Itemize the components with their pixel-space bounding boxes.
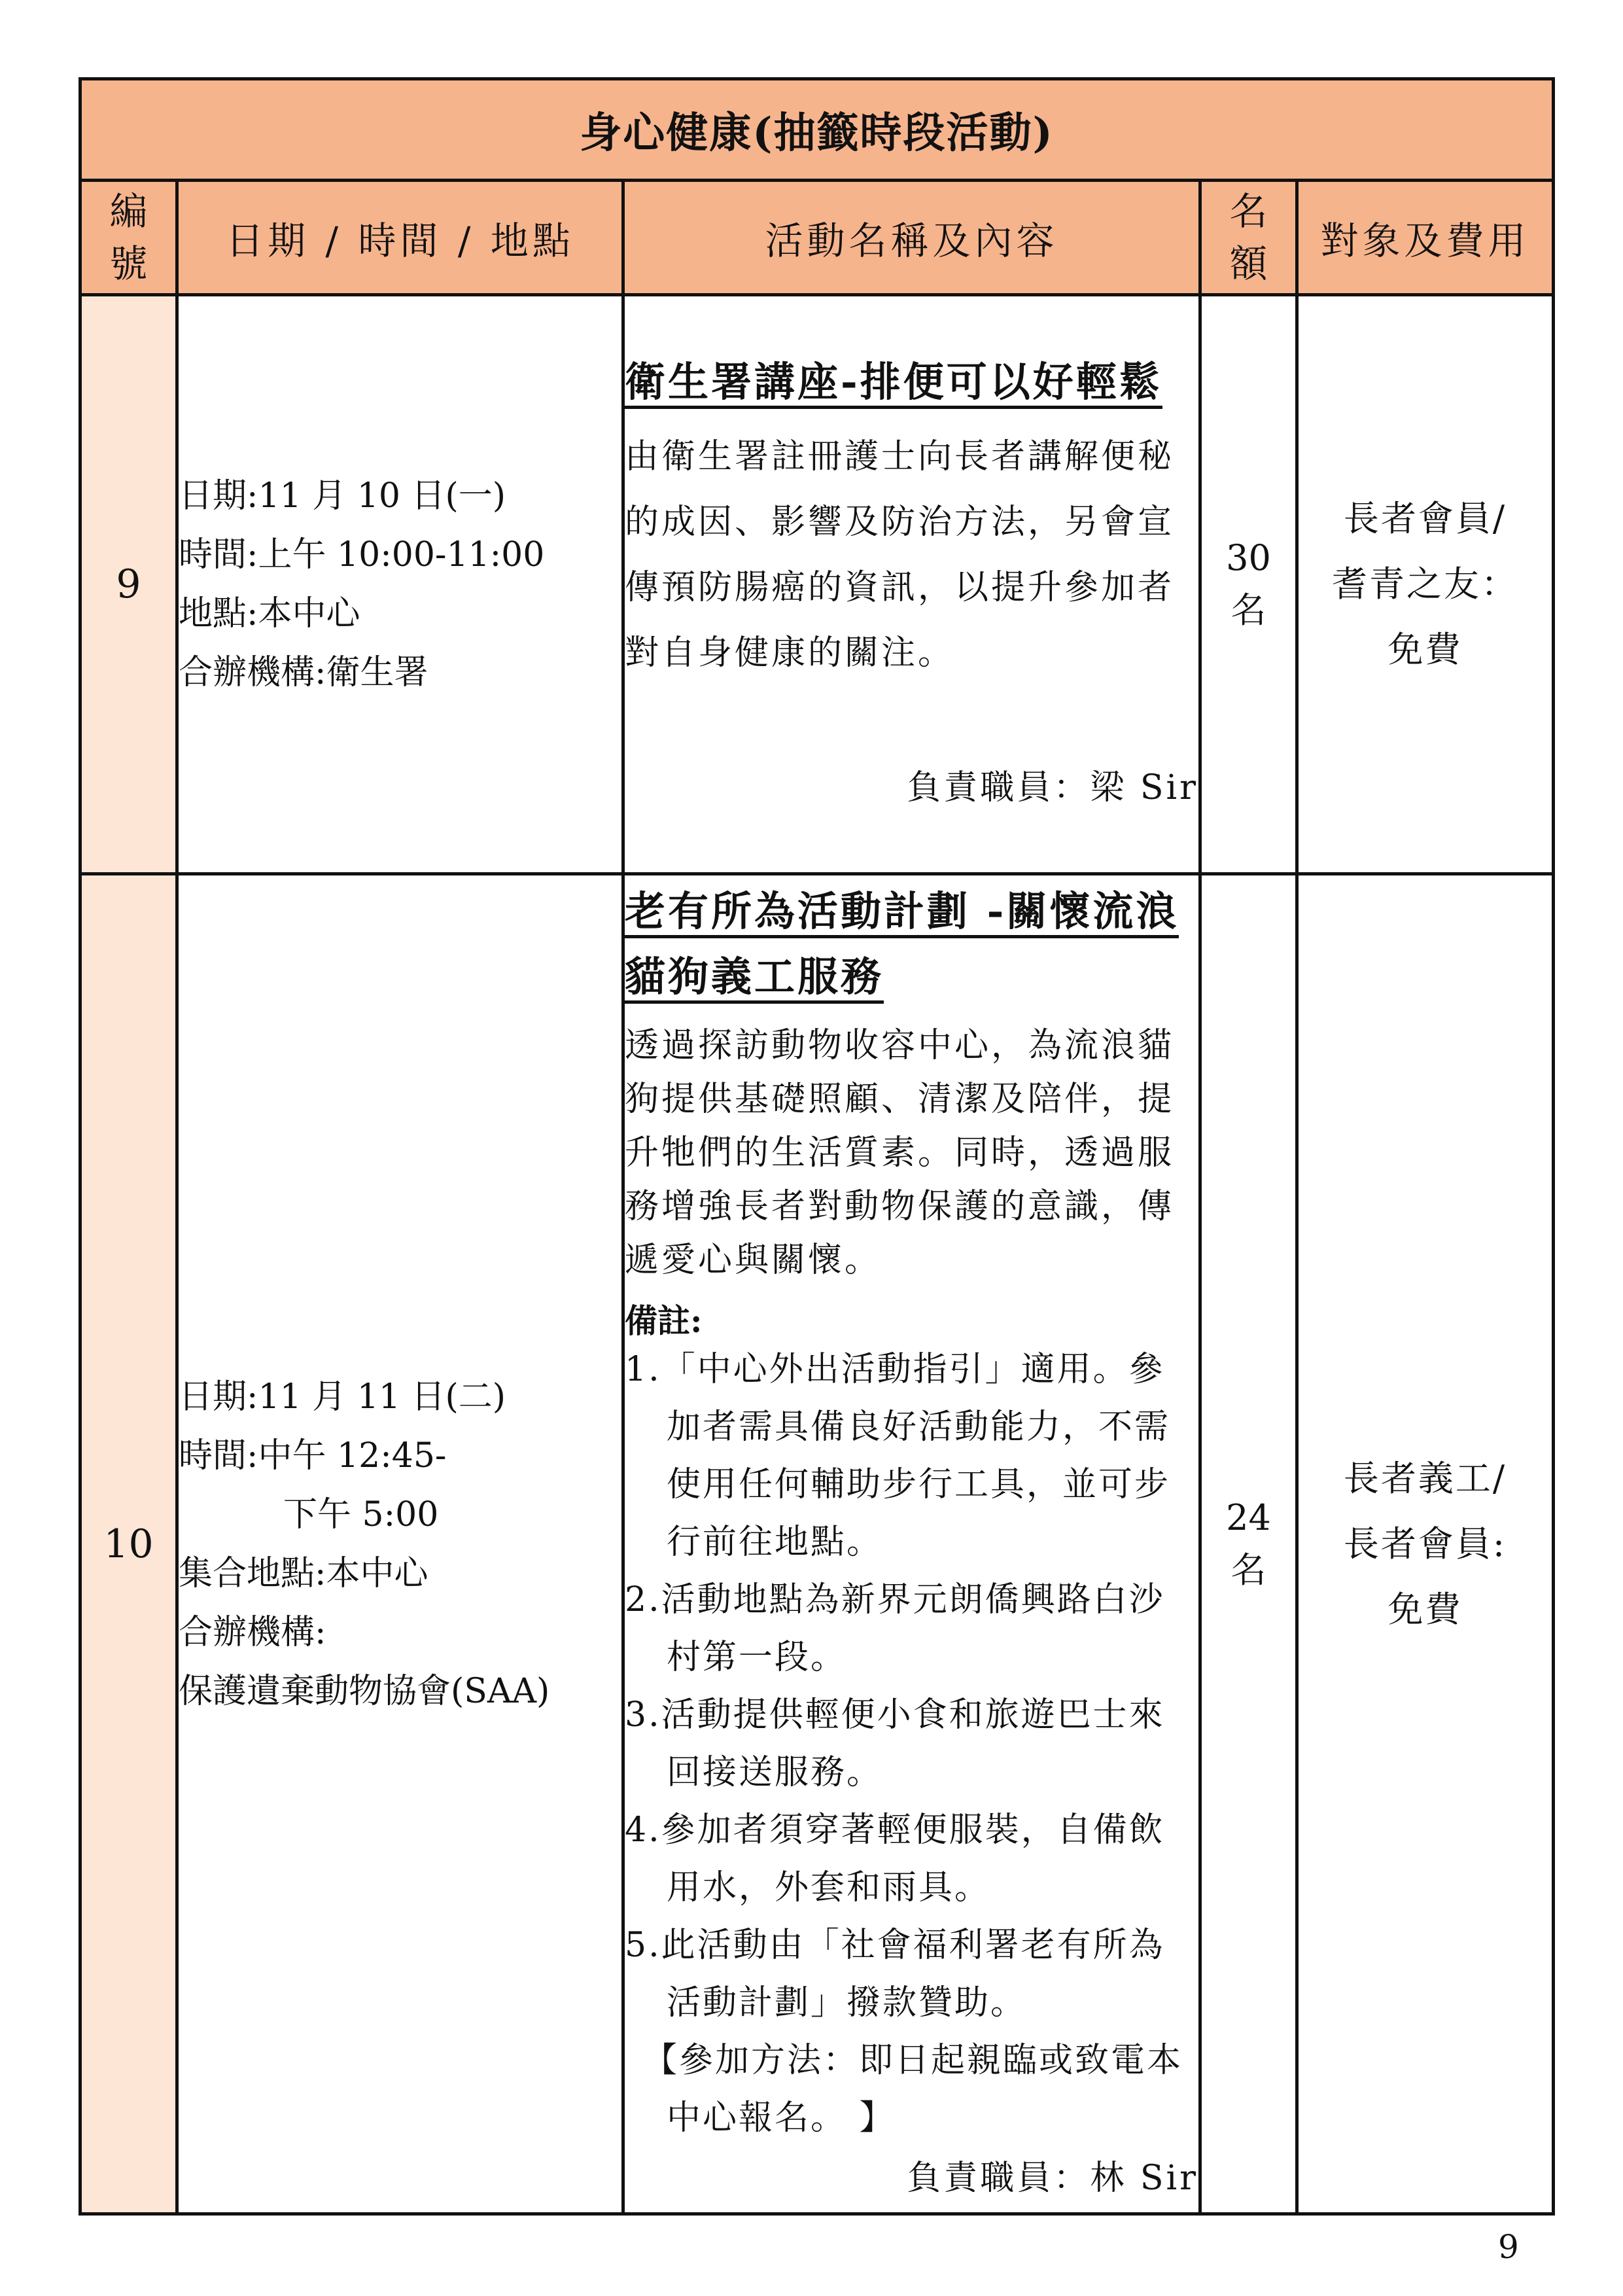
activity-description: 透過探訪動物收容中心，為流浪貓狗提供基礎照顧、清潔及陪伴，提升牠們的生活質素。同時，透過服務增強長者對動物保護的意識，傳遞愛心與關懷。 (625, 1025, 1175, 1280)
header-datetime: 日期 / 時間 / 地點 (177, 181, 623, 295)
staff-in-charge: 負責職員：林 Sir (907, 2158, 1198, 2198)
header-target: 對象及費用 (1297, 181, 1554, 295)
row-target: 長者會員/ 耆青之友： 免費 (1297, 295, 1554, 874)
activity-title: 衛生署講座-排便可以好輕鬆 (625, 358, 1162, 409)
row-activity (623, 874, 1200, 2214)
activity-table (79, 77, 1555, 2216)
staff-in-charge: 負責職員：梁 Sir (907, 768, 1198, 807)
row-datetime: 日期:11 月 10 日(一) 時間:上午 10:00-11:00 地點:本中心 合辦機構:衛生署 (177, 295, 623, 874)
list-item: 4.參加者須穿著輕便服裝，自備飲用水，外套和雨具。 (625, 1810, 1165, 1907)
remarks-label: 備註: (625, 1301, 703, 1340)
header-number: 編 號 (80, 181, 177, 295)
table-row (80, 874, 1554, 2214)
header-quota: 名 額 (1200, 181, 1297, 295)
row-quota: 24 名 (1200, 874, 1297, 2214)
row-activity (623, 295, 1200, 874)
activity-title: 老有所為活動計劃 -關懷流浪貓狗義工服務 (625, 887, 1179, 1004)
remarks-list (625, 1341, 1198, 2032)
header-row (80, 181, 1554, 295)
list-item: 2.活動地點為新界元朗僑興路白沙村第一段。 (625, 1580, 1165, 1677)
join-method: 【參加方法：即日起親臨或致電本中心報名。 】 (643, 2040, 1183, 2138)
list-item: 3.活動提供輕便小食和旅遊巴士來回接送服務。 (625, 1695, 1165, 1792)
row-target: 長者義工/ 長者會員: 免費 (1297, 874, 1554, 2214)
header-activity: 活動名稱及內容 (623, 181, 1200, 295)
table-row (80, 295, 1554, 874)
row-number: 10 (80, 874, 177, 2214)
section-title: 身心健康(抽籤時段活動) (80, 79, 1554, 181)
page-number: 9 (1498, 2228, 1519, 2266)
row-quota: 30 名 (1200, 295, 1297, 874)
list-item: 1.「中心外出活動指引」適用。參加者需具備良好活動能力，不需使用任何輔助步行工具，並可步行前往地點。 (625, 1349, 1171, 1562)
row-datetime: 日期:11 月 11 日(二) 時間:中午 12:45- 下午 5:00 集合地點:本中心 合辦機構: 保護遺棄動物協會(SAA) (177, 874, 623, 2214)
list-item: 5.此活動由「社會福利署老有所為活動計劃」撥款贊助。 (625, 1925, 1165, 2022)
row-number: 9 (80, 295, 177, 874)
activity-description: 由衛生署註冊護士向長者講解便秘的成因、影響及防治方法，另會宣傳預防腸癌的資訊，以提升參加者對自身健康的關注。 (625, 437, 1175, 673)
